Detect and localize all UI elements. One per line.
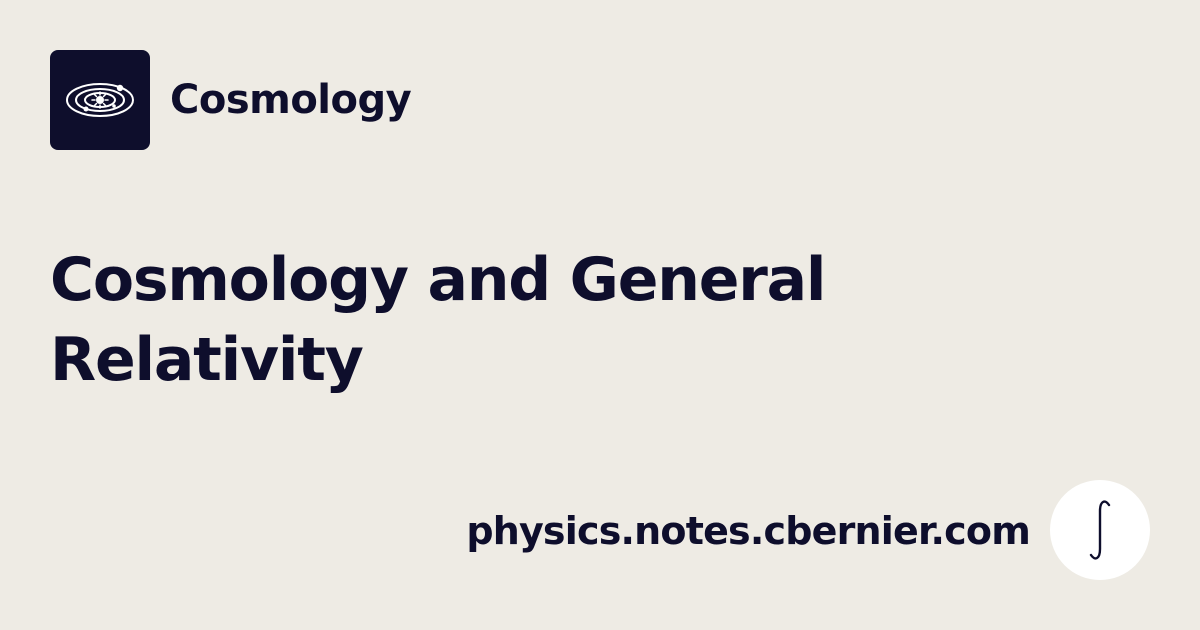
page-title: Cosmology and General Relativity — [50, 245, 826, 395]
site-url-link[interactable]: physics.notes.cbernier.com — [466, 509, 1030, 553]
orbit-icon — [62, 62, 138, 138]
integral-icon — [1080, 495, 1120, 565]
brand-logo — [50, 50, 150, 150]
author-avatar — [1050, 480, 1150, 580]
brand-name[interactable]: Cosmology — [170, 77, 412, 123]
